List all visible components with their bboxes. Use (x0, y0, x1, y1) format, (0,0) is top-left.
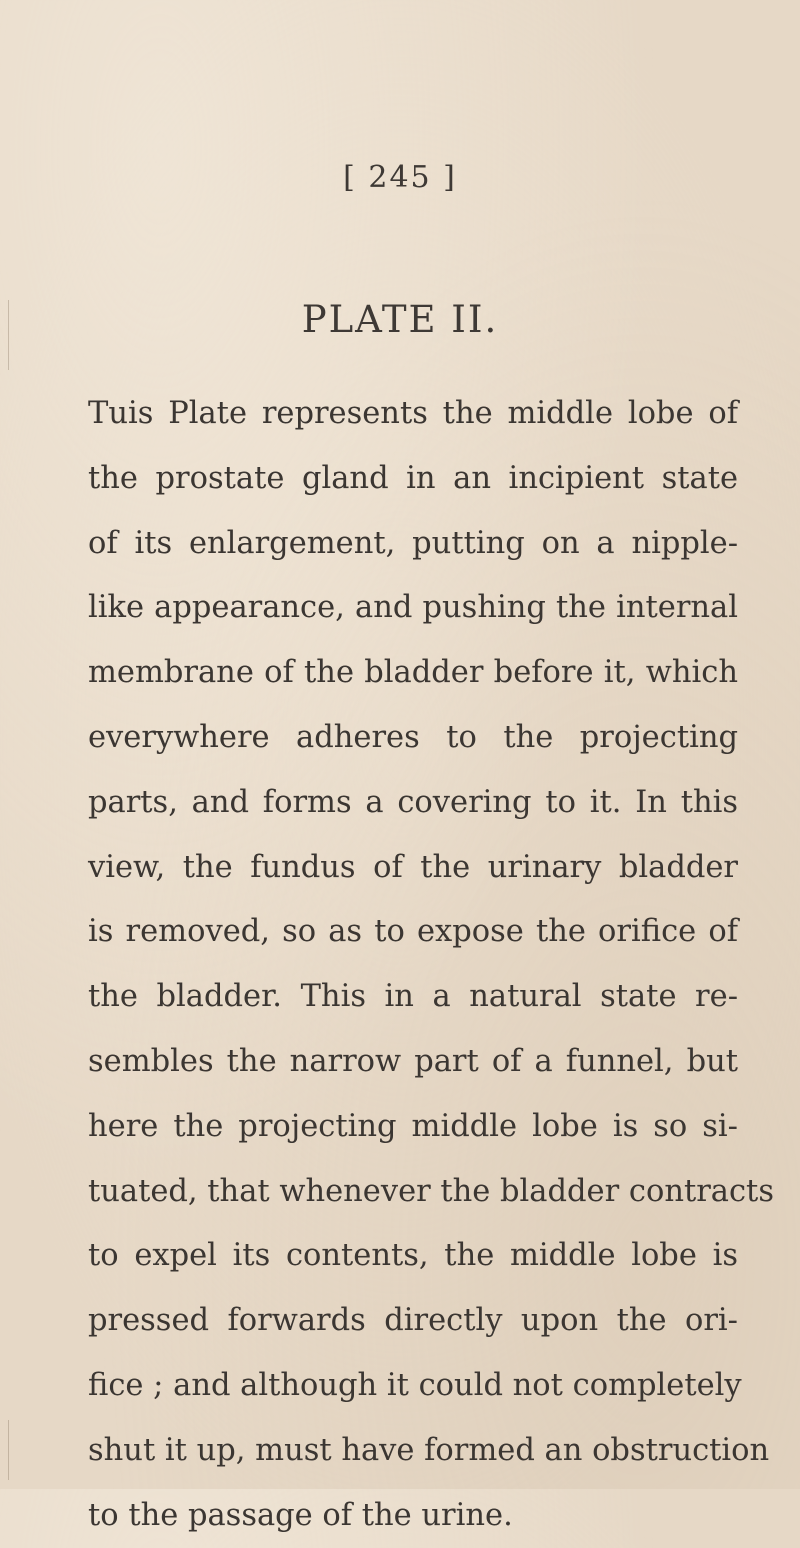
plate-title: PLATE II. (301, 298, 499, 341)
margin-mark (8, 1420, 9, 1480)
text-line: view, the fundus of the urinary bladder (88, 849, 738, 885)
text-line: sembles the narrow part of a funnel, but (88, 1043, 738, 1079)
text-line: the prostate gland in an incipient state (88, 460, 738, 496)
text-line: to the passage of the urine. (88, 1497, 513, 1533)
text-line: Tuis Plate represents the middle lobe of (88, 396, 738, 431)
text-line: of its enlargement, putting on a nipple- (88, 525, 738, 561)
text-line: is removed, so as to expose the orifice of (88, 914, 738, 950)
text-line: like appearance, and pushing the internal (88, 590, 738, 626)
text-line: everywhere adheres to the projecting (88, 719, 738, 755)
text-line: fice ; and although it could not completely (88, 1367, 742, 1403)
text-line: here the projecting middle lobe is so si- (88, 1108, 738, 1144)
text-line: membrane of the bladder before it, which (88, 655, 738, 691)
text-line: to expel its contents, the middle lobe is (88, 1238, 738, 1274)
page-number: [ 245 ] (343, 160, 457, 195)
body-text (88, 382, 774, 1548)
text-line: the bladder. This in a natural state re- (88, 979, 738, 1015)
text-line: parts, and forms a covering to it. In this (88, 784, 738, 820)
text-line: tuated, that whenever the bladder contracts (88, 1173, 774, 1209)
text-line: shut it up, must have formed an obstruction (88, 1432, 770, 1468)
text-line: pressed forwards directly upon the ori- (88, 1303, 738, 1339)
